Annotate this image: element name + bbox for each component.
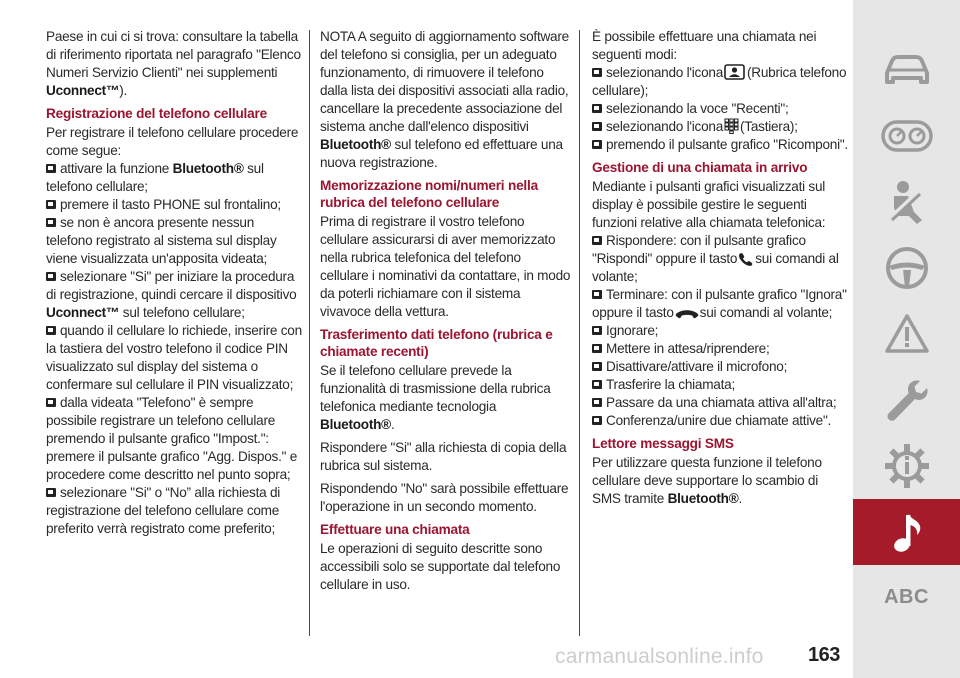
checkbox-bullet-icon <box>592 380 602 389</box>
paragraph: Per registrare il telefono cellulare procedere come segue: <box>46 125 299 158</box>
keypad-icon <box>724 118 739 134</box>
paragraph: Le operazioni di seguito descritte sono accessibili solo se supportate dal telefono cellulare in uso. <box>320 541 561 592</box>
section-heading: Effettuare una chiamata <box>320 522 470 537</box>
checkbox-bullet-icon <box>46 488 56 497</box>
chapter-tab-dashboard[interactable] <box>853 103 960 169</box>
chapter-tab-safety[interactable] <box>853 169 960 235</box>
technical-data-gear-icon <box>883 442 931 490</box>
list-item: selezionando la voce "Recenti"; <box>592 100 848 118</box>
list-item: attivare la funzione Bluetooth® sul telefono cellulare; <box>46 161 264 194</box>
checkbox-bullet-icon <box>46 164 56 173</box>
checkbox-bullet-icon <box>592 122 602 131</box>
dashboard-gauges-icon <box>881 119 933 153</box>
checkbox-bullet-icon <box>46 272 56 281</box>
chapter-sidebar <box>853 0 960 678</box>
list-item: premendo il pulsante grafico "Ricomponi". <box>592 136 848 154</box>
intro-paragraph: Paese in cui ci si trova: consultare la tabella di riferimento riportata nel paragrafo "Elenco Numeri Servizio Clienti" nei supplementi Uconnect™). <box>46 29 301 98</box>
checkbox-bullet-icon <box>592 140 602 149</box>
paragraph: È possibile effettuare una chiamata nei seguenti modi: <box>592 29 817 62</box>
section-heading: Memorizzazione nomi/numeri nella rubrica del telefono cellulare <box>320 178 538 210</box>
paragraph: Rispondendo "No" sarà possibile effettuare l'operazione in un secondo momento. <box>320 481 569 514</box>
column-1 <box>46 28 302 538</box>
paragraph: Prima di registrare il vostro telefono cellulare assicurarsi di aver memorizzato nella rubrica telefonica del telefono cellulare i nominativi da contattare, in modo da poterli richiamare con il sistema vivavoce della vettura. <box>320 214 571 319</box>
warning-triangle-icon <box>884 313 930 355</box>
checkbox-bullet-icon <box>46 398 56 407</box>
checkbox-bullet-icon <box>592 416 602 425</box>
chapter-tab-maintenance[interactable] <box>853 367 960 433</box>
checkbox-bullet-icon <box>592 68 602 77</box>
checkbox-bullet-icon <box>46 326 56 335</box>
music-note-icon <box>887 509 927 555</box>
checkbox-bullet-icon <box>592 236 602 245</box>
paragraph: Mediante i pulsanti grafici visualizzati sul display è possibile gestire le seguenti funzioni relative alla chiamata telefonica: <box>592 179 826 230</box>
checkbox-bullet-icon <box>592 344 602 353</box>
checkbox-bullet-icon <box>592 290 602 299</box>
note-paragraph: NOTA A seguito di aggiornamento software del telefono si consiglia, per un adeguato funzionamento, di rimuovere il telefono dalla lista dei dispositivi associati alla radio, cancellare la precedente associazione del sistema anche dall'elenco dispositivi Bluetooth® sul telefono ed effettuare una nuova registrazione. <box>320 29 569 170</box>
checkbox-bullet-icon <box>592 104 602 113</box>
list-item: Ignorare; <box>592 322 848 340</box>
section-heading: Trasferimento dati telefono (rubrica e chiamate recenti) <box>320 327 553 359</box>
list-item: selezionando l'icona (Tastiera); <box>592 118 848 136</box>
list-item: se non è ancora presente nessun telefono registrato al sistema sul display viene visualizzata un'apposita videata; <box>46 215 277 266</box>
checkbox-bullet-icon <box>46 218 56 227</box>
list-item: premere il tasto PHONE sul frontalino; <box>46 196 302 214</box>
list-item: Trasferire la chiamata; <box>592 376 848 394</box>
checkbox-bullet-icon <box>592 326 602 335</box>
column-2 <box>320 28 572 599</box>
list-item: Rispondere: con il pulsante grafico "Rispondi" oppure il tasto sui comandi al volante; <box>592 233 839 284</box>
index-tab-abc[interactable]: ABC <box>884 586 929 608</box>
checkbox-bullet-icon <box>592 362 602 371</box>
column-3 <box>592 28 848 513</box>
column-divider <box>579 30 580 636</box>
section-heading: Lettore messaggi SMS <box>592 436 734 451</box>
list-item: Terminare: con il pulsante grafico "Ignora" oppure il tasto sui comandi al volante; <box>592 287 847 320</box>
chapter-tab-technical-data[interactable] <box>853 433 960 499</box>
list-item: selezionare "Si" o “No” alla richiesta di registrazione del telefono cellulare come preferito verrà registrato come preferito; <box>46 485 281 536</box>
paragraph: Per utilizzare questa funzione il telefono cellulare deve supportare lo scambio di SMS tramite Bluetooth®. <box>592 455 822 506</box>
list-item: Disattivare/attivare il microfono; <box>592 358 848 376</box>
phone-hangup-icon <box>675 308 699 320</box>
chapter-tab-emergency[interactable] <box>853 301 960 367</box>
phone-answer-icon <box>738 252 754 266</box>
page-number: 163 <box>808 644 840 666</box>
seat-belt-icon <box>882 178 932 226</box>
watermark: carmanualsonline.info <box>555 645 764 668</box>
chapter-tab-driving[interactable] <box>853 235 960 301</box>
wrench-icon <box>884 377 930 423</box>
car-icon <box>881 51 933 89</box>
list-item: Mettere in attesa/riprendere; <box>592 340 848 358</box>
list-item: selezionando l'icona (Rubrica telefono cellulare); <box>592 65 847 98</box>
section-heading: Registrazione del telefono cellulare <box>46 106 267 121</box>
contacts-book-icon <box>724 64 746 80</box>
checkbox-bullet-icon <box>592 398 602 407</box>
section-heading: Gestione di una chiamata in arrivo <box>592 160 808 175</box>
list-item: Passare da una chiamata attiva all'altra; <box>592 394 848 412</box>
column-divider <box>309 30 310 636</box>
list-item: dalla videata "Telefono" è sempre possibile registrare un telefono cellulare premendo il pulsante grafico "Impost.": premere il pulsante grafico "Agg. Dispos." e procedere come descritto nel punto sopra; <box>46 395 298 482</box>
list-item: quando il cellulare lo richiede, inserire con la tastiera del vostro telefono il codice PIN visualizzato sul display del sistema o confermare sul cellulare il PIN visualizzato; <box>46 323 302 392</box>
checkbox-bullet-icon <box>46 200 56 209</box>
chapter-tab-multimedia[interactable] <box>853 499 960 565</box>
chapter-tab-car[interactable] <box>853 37 960 103</box>
paragraph: Rispondere "Si" alla richiesta di copia della rubrica sul sistema. <box>320 440 567 473</box>
steering-wheel-icon <box>884 245 930 291</box>
list-item: selezionare "Si" per iniziare la procedura di registrazione, quindi cercare il dispositivo Uconnect™ sul telefono cellulare; <box>46 269 297 320</box>
paragraph: Se il telefono cellulare prevede la funzionalità di trasmissione della rubrica telefonica mediante tecnologia Bluetooth®. <box>320 363 551 432</box>
list-item: Conferenza/unire due chiamate attive". <box>592 412 848 430</box>
